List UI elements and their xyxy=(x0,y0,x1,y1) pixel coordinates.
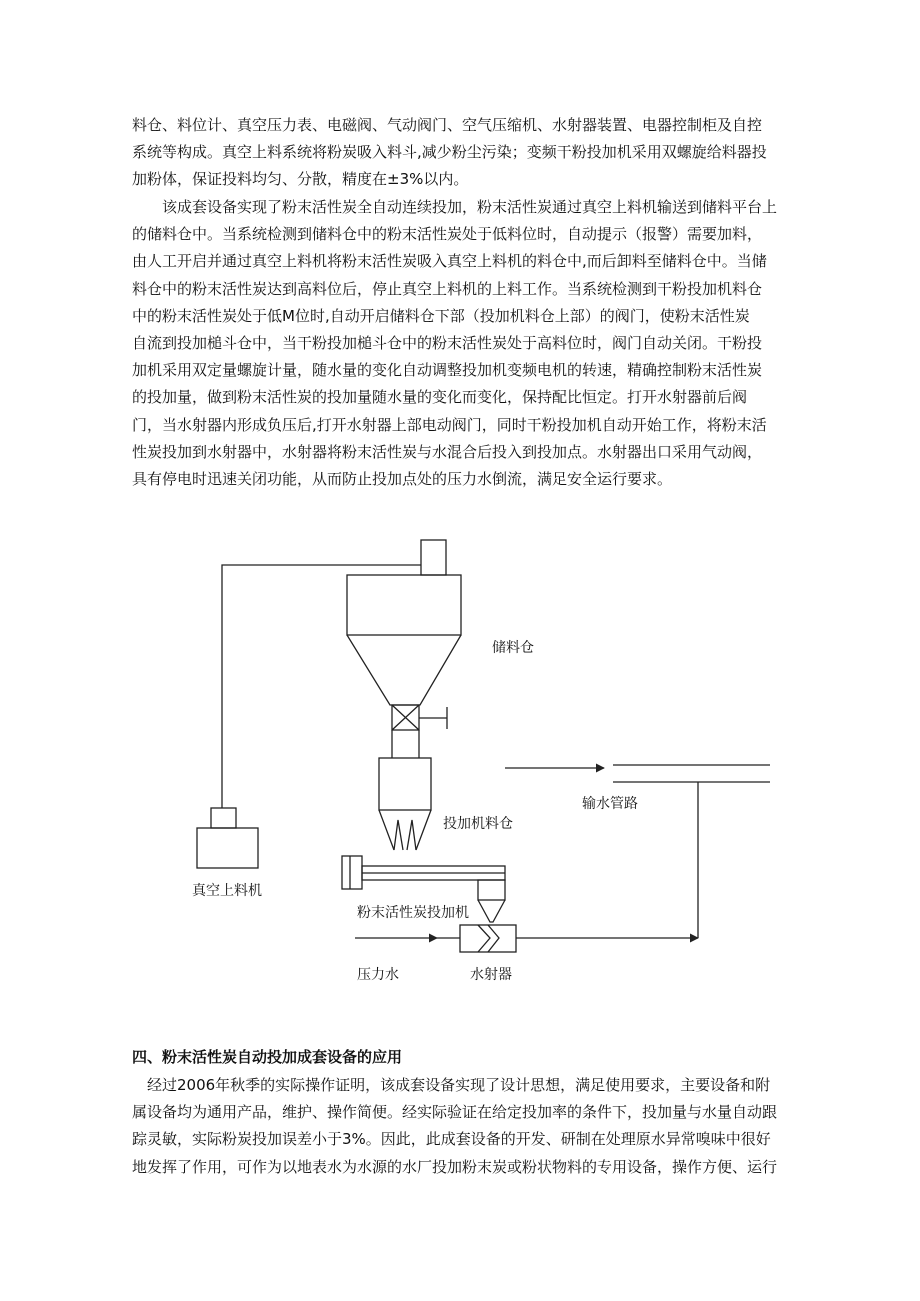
text-line: 料仓中的粉末活性炭达到高料位后，停止真空上料机的上料工作。当系统检测到干粉投加机料仓 xyxy=(132,279,763,298)
paragraph-equipment-composition xyxy=(132,112,796,194)
text-line: 经过2006年秋季的实际操作证明，该成套设备实现了设计思想，满足使用要求，主要设备和附 xyxy=(147,1076,771,1094)
paragraph-process-description xyxy=(132,194,796,493)
vacuum-loader-neck xyxy=(211,808,236,828)
paragraph-application xyxy=(132,1072,796,1181)
process-flow-diagram xyxy=(140,530,800,1000)
text-line: 料仓、料位计、真空压力表、电磁阀、气动阀门、空气压缩机、水射器装置、电器控制柜及自控 xyxy=(132,116,763,134)
bin-top-filter xyxy=(421,540,446,575)
ejector-body xyxy=(460,925,516,952)
label-ejector: 水射器 xyxy=(470,967,512,983)
text-line: 的投加量，做到粉末活性炭的投加量随水量的变化而变化，保持配比恒定。打开水射器前后阀 xyxy=(132,388,748,407)
water-pipeline xyxy=(613,765,770,800)
feeder-motor xyxy=(342,856,362,889)
storage-bin-body xyxy=(347,575,461,635)
feeder-bin-body xyxy=(379,758,431,810)
valve-actuator xyxy=(419,707,447,729)
text-line: 地发挥了作用，可作为以地表水为水源的水厂投加粉末炭或粉状物料的专用设备，操作方便、运行 xyxy=(132,1157,778,1176)
label-pac-feeder: 粉末活性炭投加机 xyxy=(357,905,469,921)
text-line: 的储料仓中。当系统检测到储料仓中的粉末活性炭处于低料位时，自动提示（报警）需要加料， xyxy=(132,225,763,244)
text-line: 性炭投加到水射器中，水射器将粉末活性炭与水混合后投入到投加点。水射器出口采用气动阀， xyxy=(132,442,763,461)
label-water-pipeline: 输水管路 xyxy=(582,796,638,812)
label-vacuum-loader: 真空上料机 xyxy=(192,883,262,899)
text-line: 自流到投加槌斗仓中，当干粉投加槌斗仓中的粉末活性炭处于高料位时，阀门自动关闭。干粉投 xyxy=(132,333,763,352)
storage-bin-cone xyxy=(347,635,461,705)
feeder-bin-cone xyxy=(379,810,431,850)
text-line: 属设备均为通用产品，维护、操作简便。经实际验证在给定投加率的条件下，投加量与水量自动跟 xyxy=(132,1103,778,1122)
text-line: 踪灵敏，实际粉炭投加误差小于3%。因此，此成套设备的开发、研制在处理原水异常嗅味中很好 xyxy=(132,1130,771,1149)
text-line: 加机采用双定量螺旋计量，随水量的变化自动调整投加机变频电机的转速，精确控制粉末活性炭 xyxy=(132,361,763,380)
section-heading: 四、粉末活性炭自动投加成套设备的应用 xyxy=(132,1048,403,1066)
text-line: 由人工开启并通过真空上料机将粉末活性炭吸入真空上料机的料仓中,而后卸料至储料仓中。当储 xyxy=(132,252,767,271)
text-line: 该成套设备实现了粉末活性炭全自动连续投加，粉末活性炭通过真空上料机输送到储料平台上 xyxy=(162,198,778,216)
text-line: 加粉体，保证投料均匀、分散，精度在±3%以内。 xyxy=(132,170,469,189)
text-line: 系统等构成。真空上料系统将粉炭吸入料斗,减少粉尘污染；变频干粉投加机采用双螺旋给料器投 xyxy=(132,143,767,162)
label-feeder-bin: 投加机料仓 xyxy=(443,816,513,832)
label-pressure-water: 压力水 xyxy=(357,967,399,983)
text-line: 门，当水射器内形成负压后,打开水射器上部电动阀门，同时干粉投加机自动开始工作，将粉末活 xyxy=(132,415,767,434)
text-line: 具有停电时迅速关闭功能，从而防止投加点处的压力水倒流，满足安全运行要求。 xyxy=(132,469,673,488)
text-line: 中的粉末活性炭处于低M位时,自动开启储料仓下部（投加机料仓上部）的阀门，使粉末活性炭 xyxy=(132,306,750,325)
vacuum-loader-body xyxy=(197,828,258,868)
vacuum-transfer-pipe xyxy=(222,565,421,808)
hopper-drop xyxy=(478,880,505,900)
label-storage-bin: 储料仓 xyxy=(492,640,534,656)
hopper-funnel xyxy=(478,900,505,922)
